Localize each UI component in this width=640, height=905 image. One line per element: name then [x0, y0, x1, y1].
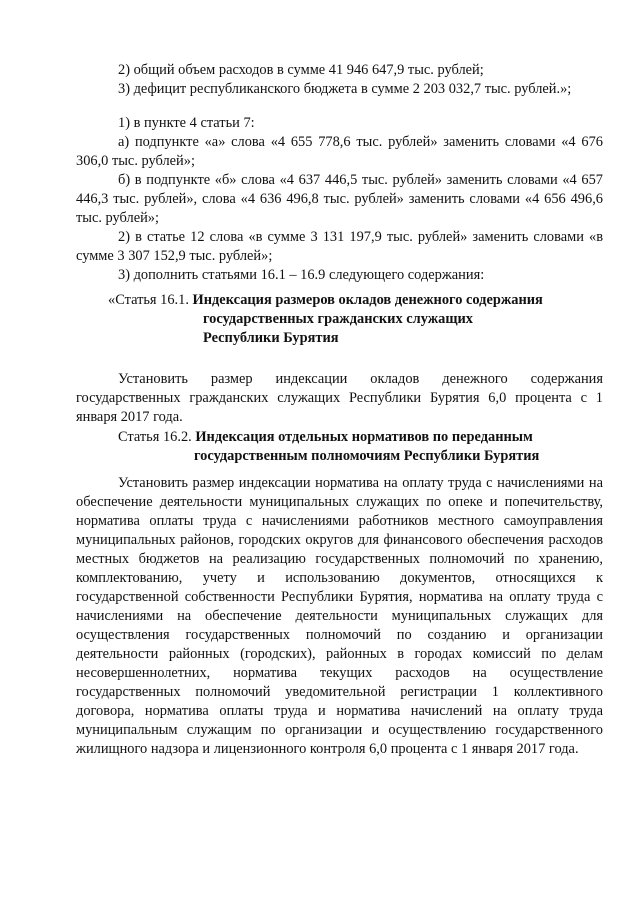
amendment-item-3: 3) дефицит республиканского бюджета в сумме 2 203 032,7 тыс. рублей.»; [118, 81, 572, 97]
amendment-sub-b: б) в подпункте «б» слова «4 637 446,5 тыс. рублей» заменить словами «4 657 446,3 тыс. рублей», слова «4 636 496,8 тыс. рублей» заменить словами «4 656 496,6 тыс. рублей»; [76, 172, 603, 226]
article-16-1-body [76, 370, 603, 427]
article-16-2-prefix: Статья 16.2. [118, 429, 192, 445]
amendment-point-2: 2) в статье 12 слова «в сумме 3 131 197,9 тыс. рублей» заменить словами «в сумме 3 307 152,9 тыс. рублей»; [76, 229, 603, 264]
article-16-2-heading [118, 428, 608, 466]
amendments-top [76, 61, 603, 99]
article-16-2-text: Установить размер индексации норматива на оплату труда с начислениями на обеспечение деятельности муниципальных служащих по опеке и попечительству, норматива оплаты труда с начислениями работников местного самоуправления муниципальных районов, городских округов для финансового обеспечения расходов местных бюджетов на реализацию государственных полномочий по хранению, комплектованию, учету и использованию документов, относящихся к государственной собственности Республики Бурятия, норматива на оплату труда с начислениями на обеспечение деятельности муниципальных служащих для осуществления государственных полномочий по созданию и организации деятельности районных (городских), районных в городах комиссий по делам несовершеннолетних, норматива текущих расходов на осуществление государственных полномочий уведомительной регистрации 1 коллективного договора, норматива оплаты труда и норматива начислений на оплату труда муниципальным служащим по организации и осуществлению государственного жилищного надзора и лицензионного контроля 6,0 процента с 1 января 2017 года. [76, 475, 603, 757]
amendment-sub-a: а) подпункте «а» слова «4 655 778,6 тыс. рублей» заменить словами «4 676 306,0 тыс. рублей»; [76, 134, 603, 169]
article-16-2-title-line1: Индексация отдельных нормативов по переданным [195, 429, 533, 445]
article-16-1-prefix: «Статья 16.1. [108, 292, 189, 308]
amendment-point-3: 3) дополнить статьями 16.1 – 16.9 следующего содержания: [118, 267, 485, 283]
article-16-1-title-line3: Республики Бурятия [203, 330, 339, 346]
amendment-item-2: 2) общий объем расходов в сумме 41 946 647,9 тыс. рублей; [118, 62, 484, 78]
article-16-1-title-line2: государственных гражданских служащих [203, 311, 473, 327]
article-16-1-heading [108, 291, 608, 348]
article-16-1-text: Установить размер индексации окладов денежного содержания государственных гражданских служащих Республики Бурятия 6,0 процента с 1 января 2017 года. [76, 371, 603, 425]
amendment-point-1: 1) в пункте 4 статьи 7: [118, 115, 255, 131]
article-16-2-body [76, 474, 603, 759]
article-16-2-title-line2: государственным полномочиям Республики Бурятия [194, 448, 540, 464]
article-16-1-title-line1: Индексация размеров окладов денежного содержания [192, 292, 543, 308]
amendments-list [76, 114, 603, 285]
